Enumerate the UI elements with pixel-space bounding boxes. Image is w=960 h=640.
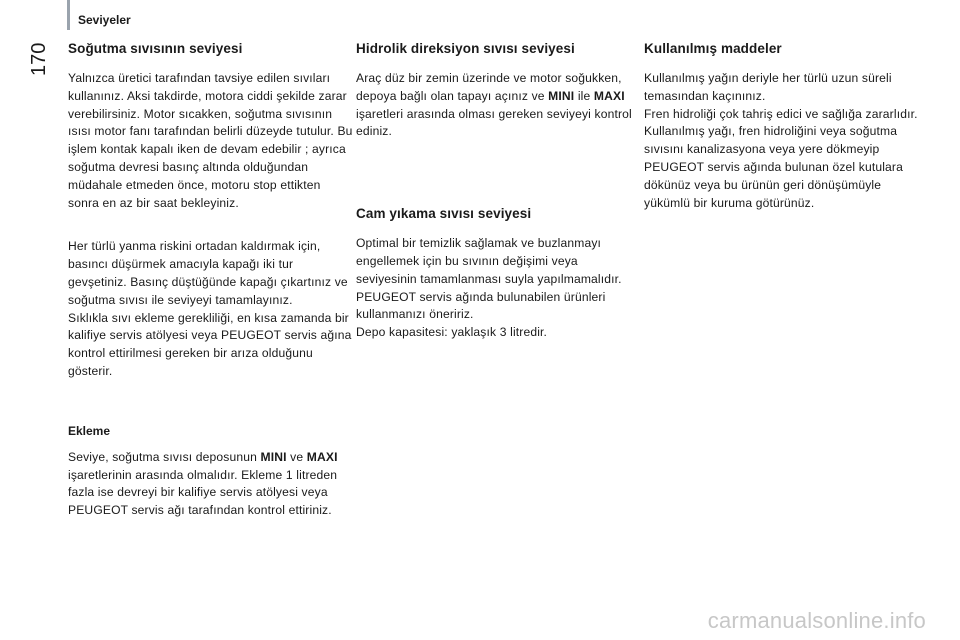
used-products-paragraph-1: Kullanılmış yağın deriyle her türlü uzun süreli temasından kaçınınız. [644, 71, 892, 103]
watermark: carmanualsonline.info [707, 608, 926, 633]
column-coolant [68, 38, 353, 520]
washer-fluid-heading: Cam yıkama sıvısı seviyesi [356, 206, 532, 222]
coolant-paragraph-2: Her türlü yanma riskini ortadan kaldırmak için, basıncı düşürmek amacıyla kapağı iki tur gevşetiniz. Basınç düştüğünde kapağı çıkartınız ve soğutma sıvısı ile seviyeyi tamamlayınız. [68, 239, 348, 307]
section-title: Seviyeler [78, 13, 131, 27]
topup-subheading: Ekleme [68, 423, 111, 438]
used-products-heading: Kullanılmış maddeler [644, 41, 782, 56]
section-marker-bar [67, 0, 70, 30]
topup-paragraph: Seviye, soğutma sıvısı deposunun MINI ve MAXI işaretlerinin arasında olmalıdır. Ekleme 1 litreden fazla ise devreyi bir kalifiye servis atölyesi veya PEUGEOT servis ağı tarafından kontrol ettiriniz. [68, 449, 338, 518]
page-number: 170 [28, 42, 50, 76]
column-steering-washer [356, 38, 641, 342]
used-products-paragraph-2: Fren hidroliği çok tahriş edici ve sağlığa zararlıdır. [644, 106, 918, 121]
steering-fluid-paragraph: Araç düz bir zemin üzerinde ve motor soğukken, depoya bağlı olan tapayı açınız ve MINI ile MAXI işaretleri arasında olması gereken seviyeyi kontrol ediniz. [356, 71, 632, 139]
column-used-products [644, 38, 929, 212]
used-products-paragraph-3: Kullanılmış yağı, fren hidroliğini veya soğutma sıvısını kanalizasyona veya yere dökmeyip PEUGEOT servis ağında bulunan özel kutulara dökünüz veya bu ürünün geri dönüşümüyle yükümlü bir kuruma götürünüz. [644, 124, 903, 210]
coolant-heading: Soğutma sıvısının seviyesi [68, 41, 243, 56]
steering-fluid-heading: Hidrolik direksiyon sıvısı seviyesi [356, 41, 575, 56]
washer-fluid-paragraph: Optimal bir temizlik sağlamak ve buzlanmayı engellemek için bu sıvının değişimi veya seviyesinin tamamlanması suyla yapılmamalıdır. PEUGEOT servis ağında bulunabilen ürünleri kullanmanızı öneririz. [356, 236, 622, 322]
washer-capacity: Depo kapasitesi: yaklaşık 3 litredir. [356, 325, 548, 340]
coolant-paragraph-1: Yalnızca üretici tarafından tavsiye edilen sıvıları kullanınız. Aksi takdirde, motora ciddi şekilde zarar verebilirsiniz. Motor sıcakken, soğutma sıvısının ısısı motor fanı tarafından belirli düzeyde tutulur. Bu işlem kontak kapalı iken de devam edebilir ; ayrıca soğutma devresi basınç altında olduğundan müdahale etmeden önce, motoru stop ettikten sonra en az bir saat bekleyiniz. [68, 71, 353, 210]
coolant-paragraph-3: Sıklıkla sıvı ekleme gerekliliği, en kısa zamanda bir kalifiye servis atölyesi veya PEUGEOT servis ağına kontrol ettirilmesi gereken bir arıza olduğunu gösterir. [68, 310, 352, 378]
